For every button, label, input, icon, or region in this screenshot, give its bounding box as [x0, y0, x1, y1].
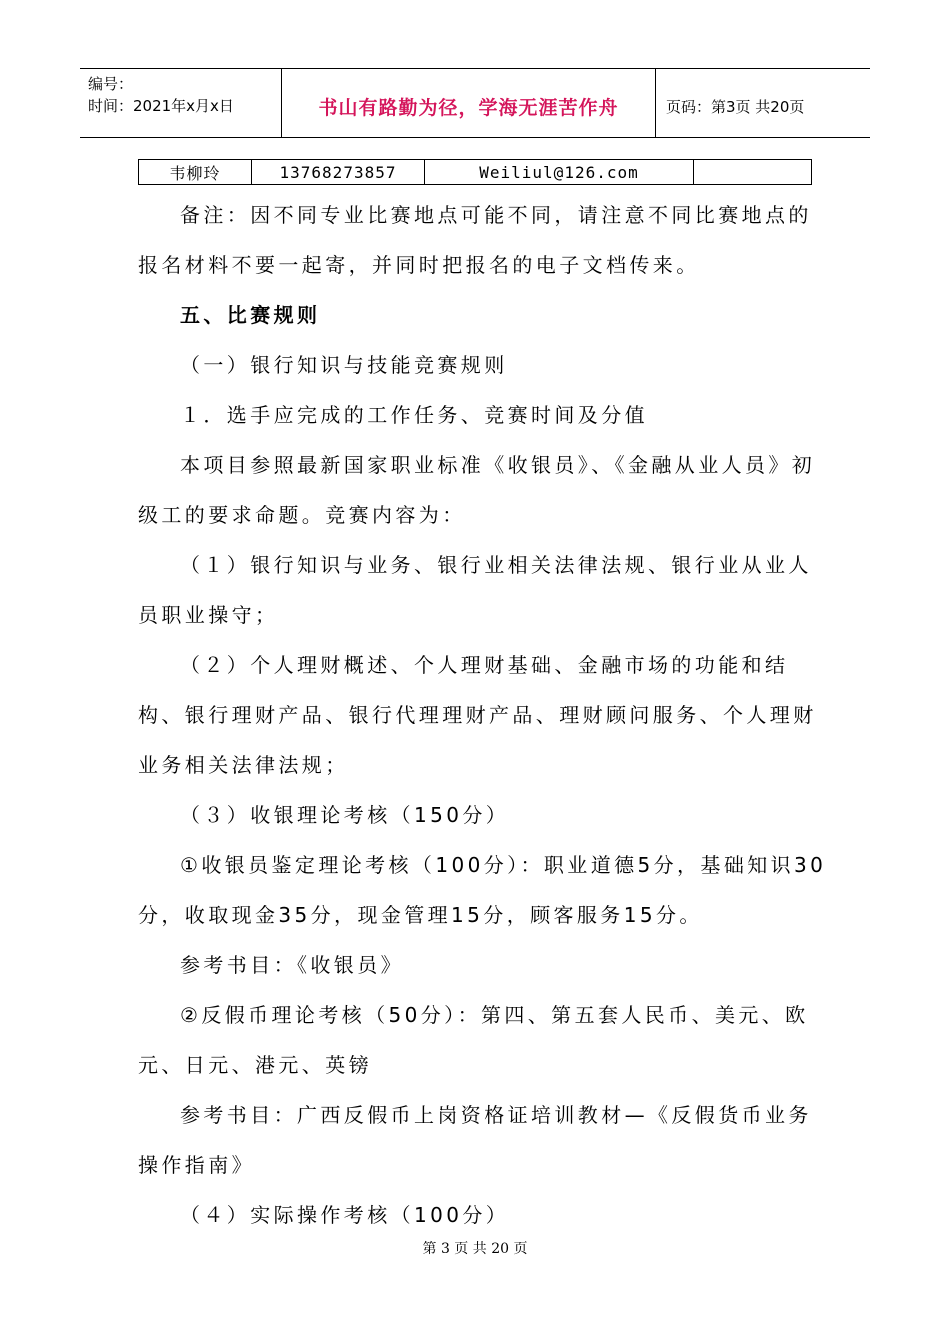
- page-header: [80, 68, 870, 138]
- document-body: [138, 190, 828, 1240]
- reference-paragraph: 参考书目：广西反假币上岗资格证培训教材—《反假货币业务操作指南》: [138, 1103, 812, 1177]
- list-item: （２）个人理财概述、个人理财基础、金融市场的功能和结构、银行理财产品、银行代理理财产品、理财顾问服务、个人理财业务相关法律法规；: [138, 653, 817, 777]
- contact-empty-cell: [694, 160, 812, 185]
- header-meta: [80, 69, 282, 137]
- header-page-number: 页码：第3页 共20页: [666, 97, 805, 116]
- item-heading: １．选手应完成的工作任务、竞赛时间及分值: [180, 403, 648, 427]
- contact-name: 韦柳玲: [139, 160, 252, 185]
- list-item: （３）收银理论考核（150分）: [180, 803, 510, 827]
- section-heading: 五、比赛规则: [180, 303, 321, 327]
- reference-paragraph: 参考书目：《收银员》: [180, 953, 404, 977]
- contact-table: [138, 159, 812, 185]
- body-paragraph: 本项目参照最新国家职业标准《收银员》、《金融从业人员》初级工的要求命题。竞赛内容为：: [138, 453, 816, 527]
- document-number-label: 编号：: [88, 75, 134, 93]
- contact-email: Weiliul@126.com: [425, 160, 694, 185]
- subsection-heading: （一）银行知识与技能竞赛规则: [180, 353, 508, 377]
- list-item: （４）实际操作考核（100分）: [180, 1203, 510, 1227]
- document-date: 时间：2021年x月x日: [88, 97, 234, 115]
- note-paragraph: 备注：因不同专业比赛地点可能不同，请注意不同比赛地点的报名材料不要一起寄，并同时把报名的电子文档传来。: [138, 203, 812, 277]
- list-item: （１）银行知识与业务、银行业相关法律法规、银行业从业人员职业操守；: [138, 553, 812, 627]
- list-item: ②反假币理论考核（50分）：第四、第五套人民币、美元、欧元、日元、港元、英镑: [138, 1003, 809, 1077]
- table-row: [139, 160, 812, 185]
- page-footer: 第 3 页 共 20 页: [422, 1241, 528, 1257]
- list-item: ①收银员鉴定理论考核（100分）：职业道德5分，基础知识30分，收取现金35分，现金管理15分，顾客服务15分。: [138, 853, 827, 927]
- contact-phone: 13768273857: [252, 160, 425, 185]
- header-motto: 书山有路勤为径，学海无涯苦作舟: [282, 69, 656, 137]
